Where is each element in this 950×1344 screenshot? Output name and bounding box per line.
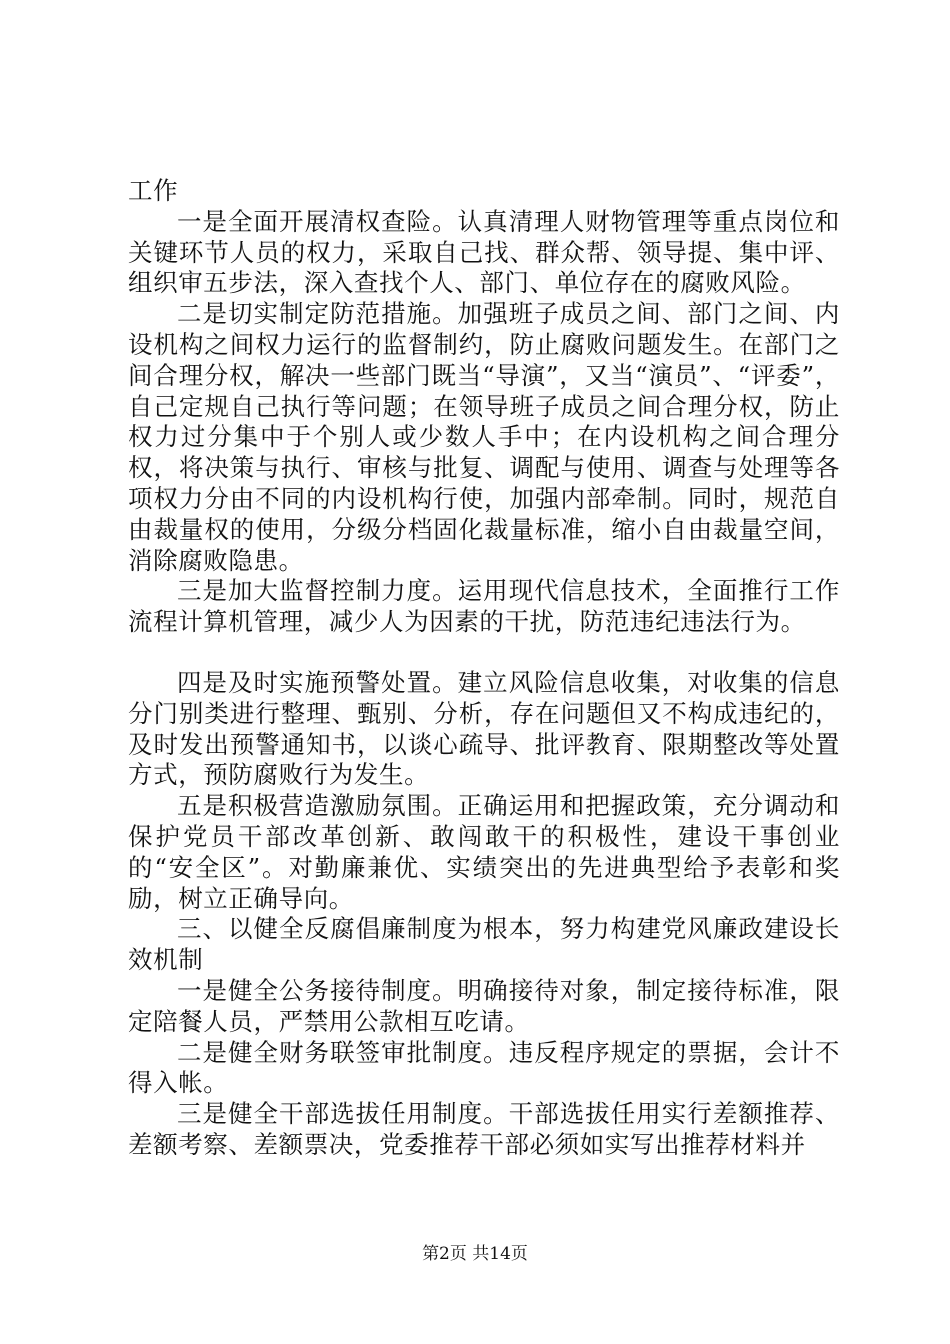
paragraph-item-1: 一是全面开展清权查险。认真清理人财物管理等重点岗位和关键环节人员的权力，采取自己找、群众帮、领导提、集中评、组织审五步法，深入查找个人、部门、单位存在的腐败风险。: [128, 206, 840, 298]
page-number-footer: 第2页 共14页: [422, 1244, 528, 1264]
paragraph-continuation: 工作: [128, 176, 179, 205]
document-body: [128, 176, 840, 1161]
paragraph-system-2: 二是健全财务联签审批制度。违反程序规定的票据，会计不得入帐。: [128, 1037, 840, 1098]
paragraph-item-2: 二是切实制定防范措施。加强班子成员之间、部门之间、内设机构之间权力运行的监督制约，防止腐败问题发生。在部门之间合理分权，解决一些部门既当“导演”，又当“演员”、“评委”，自己定规自己执行等问题；在领导班子成员之间合理分权，防止权力过分集中于个别人或少数人手中；在内设机构之间合理分权，将决策与执行、审核与批复、调配与使用、调查与处理等各项权力分由不同的内设机构行使，加强内部牵制。同时，规范自由裁量权的使用，分级分档固化裁量标准，缩小自由裁量空间，消除腐败隐患。: [128, 299, 840, 575]
paragraph-item-5: 五是积极营造激励氛围。正确运用和把握政策，充分调动和保护党员干部改革创新、敢闯敢干的积极性，建设干事创业的“安全区”。对勤廉兼优、实绩突出的先进典型给予表彰和奖励，树立正确导向。: [128, 791, 840, 913]
paragraph-system-1: 一是健全公务接待制度。明确接待对象，制定接待标准，限定陪餐人员，严禁用公款相互吃请。: [128, 975, 840, 1036]
section-heading-3: 三、以健全反腐倡廉制度为根本，努力构建党风廉政建设长效机制: [128, 914, 840, 975]
paragraph-item-4: 四是及时实施预警处置。建立风险信息收集，对收集的信息分门别类进行整理、甄别、分析，存在问题但又不构成违纪的，及时发出预警通知书，以谈心疏导、批评教育、限期整改等处置方式，预防腐败行为发生。: [128, 667, 840, 790]
paragraph-system-3: 三是健全干部选拔任用制度。干部选拔任用实行差额推荐、差额考察、差额票决，党委推荐干部必须如实写出推荐材料并: [128, 1099, 840, 1159]
paragraph-item-3: 三是加大监督控制力度。运用现代信息技术，全面推行工作流程计算机管理，减少人为因素的干扰，防范违纪违法行为。: [128, 576, 840, 637]
